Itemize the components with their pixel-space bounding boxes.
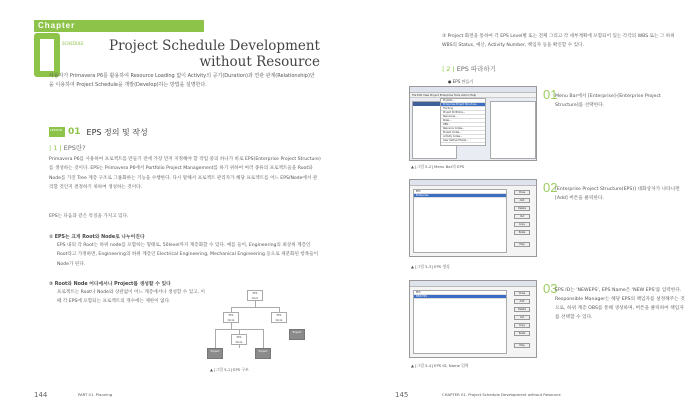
menu-item[interactable]: OBS... [441, 123, 485, 127]
dialog-titlebar [410, 281, 536, 287]
menu-item[interactable]: Projects... [441, 99, 485, 103]
tree-node: EPS Node [223, 312, 239, 323]
subheading-number: | 2 | [442, 65, 455, 73]
eps-list-row[interactable]: NEW EPS [414, 295, 506, 299]
paragraph-eps-intro: Primavera P6를 사용하여 프로젝트를 만들기 전에 가장 먼저 지정해야 할 작업 중의 하나가 바로 EPS(Enterprise Project Structure)를 생성하는 것이다. EPS는 Primavera P6에서 Portfolio Project Management를 하기 위하여 여러 종류의 프로젝트들을 Root와 Node를 가진 Tree 계층 구조로 그룹화하는 기능을 수행한다. 다시 말해서 프로젝트 관리자가 해당 프로젝트를 어느 EPS/Node에서 관리할 것인지 결정하기 위하여 생성하는 것이다. [49, 157, 321, 191]
section-heading [49, 126, 148, 138]
tree-line [263, 329, 264, 348]
bullet-body-1: EPS 내의 각 Root는 하위 node를 포함하는 형태로, 50level까지 계층화할 수 있다. 예를 들어, Engineering의 최상위 계층인 Root라고 가정하면, Engineering의 하위 계층인 Electrical Engineering, Mechanical Engineering 등으로 세분화된 항목들이 Node가 된다. [57, 243, 319, 267]
subheading-title: EPS란? [63, 144, 86, 152]
eps-list [413, 189, 507, 253]
step-number: 02 [543, 180, 558, 195]
eps-list-header: EPS [414, 190, 506, 194]
paragraph-eps-features: EPS는 다음과 같은 특징을 가지고 있다. [49, 214, 129, 219]
menu-item[interactable]: Resources... [441, 115, 485, 119]
chapter-intro: 사용자가 Primavera P6를 활용하여 Resource Loading 없이 Activity의 공기(Duration)과 연관 관계(Relationship)만을 이용하여 Project Schedule을 개발(Develop)하는 방법을 설명한다. [49, 73, 315, 88]
figure-caption: ▲ [그림 5-4] EPS ID, Name 입력 [411, 363, 469, 368]
chapter-title-line1: Project Schedule Development [109, 38, 320, 54]
right-page [350, 0, 700, 415]
tree-node: EPS Node [231, 334, 247, 345]
figure-caption: ▲ [그림 5-1] EPS 구조 [210, 367, 249, 372]
screenshot-menu-bar [409, 86, 537, 161]
step-text: [Enterprise Project Structure(EPS)] 대화상자가 나타나면 [Add] 버튼을 클릭한다. [555, 187, 680, 201]
add-button[interactable]: Add [514, 299, 530, 304]
close-button[interactable]: Close [514, 190, 530, 195]
menu-item[interactable]: Project Codes... [441, 131, 485, 135]
page-number: 145 [395, 391, 409, 399]
paragraph-project-view: ③ Project 화면을 통하여 각 EPS Level별 또는 전체 그리고 각 세부계획에 포함되어 있는 각각의 WBS 또는 그 하위 WBS의 Status, 예산, Activity Number, 책임자 등을 확인할 수 있다. [442, 34, 675, 49]
screenshot-eps-id-name [409, 280, 537, 358]
eps-list [413, 290, 507, 354]
copy-button[interactable]: Copy [514, 323, 530, 328]
enterprise-dropdown-menu [440, 98, 486, 146]
chapter-label: Chapter [38, 21, 76, 30]
copy-button[interactable]: Copy [514, 222, 530, 227]
add-button[interactable]: Add [514, 198, 530, 203]
close-button[interactable]: Close [514, 291, 530, 296]
cut-button[interactable]: Cut [514, 214, 530, 219]
section-title: EPS 정의 및 작성 [86, 127, 148, 137]
dialog-titlebar [410, 180, 536, 186]
delete-button[interactable]: Delete [514, 307, 530, 312]
tree-node-project: Project [207, 348, 223, 359]
subheading-eps [49, 143, 86, 152]
chapter-digit-zero [34, 33, 60, 77]
section-number: 01 [68, 127, 81, 137]
menu-bar: File Edit View Project Enterprise Tools Admin Help [410, 93, 536, 98]
chapter-bar [34, 20, 204, 32]
paste-button[interactable]: Paste [514, 331, 530, 336]
step-text: Menu Bar에서 [Enterprise]-[Enterprise Project Structure]를 선택한다. [555, 94, 661, 108]
tree-node-project: Project [255, 348, 271, 359]
chapter-vertical-text: SCHEDULE [62, 41, 84, 46]
tree-line [239, 345, 240, 348]
menu-item[interactable]: Resource Codes... [441, 127, 485, 131]
eps-list-header: EPS [414, 291, 506, 295]
screenshot-eps-dialog [409, 179, 537, 257]
bullet-heading-1: ① EPS는 크게 Root와 Node로 나누어진다 [49, 235, 145, 240]
tree-line [215, 329, 216, 348]
chapter-title-line2: without Resource [199, 54, 320, 70]
eps-list-row[interactable]: Enterprise [414, 194, 506, 198]
menu-item[interactable]: Project Portfolios... [441, 111, 485, 115]
step-number: 03 [543, 281, 558, 296]
subheading-eps-howto [442, 64, 496, 73]
tree-line [231, 307, 279, 308]
subheading-title: EPS 따라하기 [456, 65, 497, 73]
subheading-number: | 1 | [49, 144, 62, 152]
menu-item[interactable]: User Defined Fields... [441, 139, 485, 143]
menu-item[interactable]: Tracking [441, 107, 485, 111]
running-head: CHAPTER 01. Project Schedule Development without Resource [442, 392, 561, 397]
step-text: EPS ID는 'NEWEPS', EPS Name은 'NEW EPS'를 입력한다. Responsible Manager는 해당 EPS의 책임자를 설정해주는 것으로, 하위 계층 OBS를 통해 생성하며, 버튼을 클릭하여 책임자를 선택할 수 있다. [555, 288, 685, 320]
tree-node-root: EPS Root [247, 290, 263, 301]
bullet-eps-create: ● EPS 만들기 [448, 79, 474, 84]
grid-panel [490, 101, 536, 159]
paste-button[interactable]: Paste [514, 230, 530, 235]
bullet-heading-2: ② Root와 Node 어디에서나 Project를 생성할 수 있다 [49, 282, 171, 287]
running-head: PART 01. Planning [78, 392, 113, 397]
bullet-body-2: 프로젝트는 Root나 Node와 상관없이 어느 계층에서나 생성할 수 있고, 이때 각 EPS에 포함되는 프로젝트의 개수에는 제한이 없다. [57, 290, 205, 305]
figure-caption: ▲ [그림 5-3] EPS 생성 [411, 264, 450, 269]
menu-item[interactable]: Activity Codes... [441, 135, 485, 139]
help-button[interactable]: Help [514, 343, 530, 348]
step-number: 01 [543, 87, 558, 102]
figure-caption: ▲ [그림 5-2] Menu Bar의 EPS [411, 164, 465, 169]
delete-button[interactable]: Delete [514, 206, 530, 211]
chapter-number [34, 33, 84, 77]
menu-item-eps[interactable]: Enterprise Project Structure... [441, 103, 485, 107]
chapter-title [109, 38, 320, 70]
help-button[interactable]: Help [514, 242, 530, 247]
menu-item[interactable]: Roles... [441, 119, 485, 123]
section-tag: LESSON [49, 127, 65, 137]
page-number: 144 [34, 391, 48, 399]
cut-button[interactable]: Cut [514, 315, 530, 320]
tree-node: EPS Node [271, 312, 287, 323]
tree-node-project: Project [289, 329, 305, 340]
eps-tree-diagram [208, 290, 304, 365]
